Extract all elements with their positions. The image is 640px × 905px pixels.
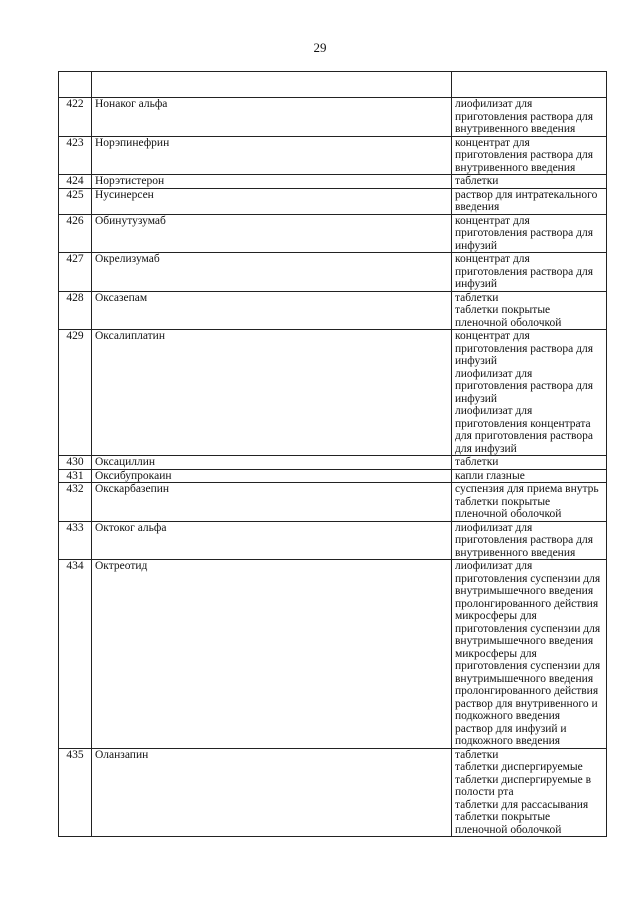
table-row — [59, 748, 607, 837]
dosage-forms — [452, 521, 607, 560]
row-number: 432 — [59, 483, 92, 522]
dosage-form-item: таблетки диспергируемые в полости рта — [455, 773, 592, 798]
table-row — [59, 136, 607, 175]
dosage-forms — [452, 98, 607, 137]
dosage-form-item: раствор для инфузий и подкожного введения — [455, 722, 567, 747]
drug-name: Октреотид — [92, 560, 452, 749]
dosage-form-item: концентрат для приготовления раствора для инфузий — [455, 330, 593, 367]
row-number: 427 — [59, 253, 92, 292]
row-number: 428 — [59, 291, 92, 330]
table-header-row — [59, 72, 607, 98]
dosage-form-item: таблетки — [455, 291, 499, 304]
drug-name: Оксибупрокаин — [92, 469, 452, 483]
drug-name: Норэпинефрин — [92, 136, 452, 175]
dosage-form-item: концентрат для приготовления раствора для инфузий — [455, 253, 593, 290]
drug-name: Оксациллин — [92, 456, 452, 470]
row-number: 423 — [59, 136, 92, 175]
dosage-form-item: таблетки — [455, 456, 499, 468]
header-name-cell — [92, 72, 452, 98]
drug-name: Окскарбазепин — [92, 483, 452, 522]
dosage-form-item: лиофилизат для приготовления раствора для инфузий — [455, 367, 593, 405]
drug-name: Нонаког альфа — [92, 98, 452, 137]
table-row — [59, 253, 607, 292]
table-row — [59, 456, 607, 470]
dosage-forms — [452, 560, 607, 749]
table-row — [59, 483, 607, 522]
table-row — [59, 188, 607, 214]
dosage-form-item: лиофилизат для приготовления раствора для внутривенного введения — [455, 521, 593, 559]
table-row — [59, 521, 607, 560]
row-number: 424 — [59, 175, 92, 189]
dosage-form-item: лиофилизат для приготовления концентрата для приготовления раствора для инфузий — [455, 405, 593, 455]
dosage-forms — [452, 483, 607, 522]
dosage-forms — [452, 748, 607, 837]
table-row — [59, 560, 607, 749]
drug-name: Оксазепам — [92, 291, 452, 330]
dosage-form-item: таблетки покрытые пленочной оболочкой — [455, 304, 562, 329]
drug-name: Окрелизумаб — [92, 253, 452, 292]
dosage-forms — [452, 175, 607, 189]
dosage-form-item: лиофилизат для приготовления суспензии для внутримышечного введения пролонгированного действия — [455, 560, 601, 610]
drug-name: Норэтистерон — [92, 175, 452, 189]
dosage-form-item: таблетки диспергируемые — [455, 761, 583, 773]
table-row — [59, 98, 607, 137]
dosage-form-item: концентрат для приготовления раствора для инфузий — [455, 214, 593, 252]
dosage-forms — [452, 330, 607, 456]
row-number: 422 — [59, 98, 92, 137]
table-row — [59, 469, 607, 483]
dosage-forms — [452, 214, 607, 253]
dosage-forms — [452, 291, 607, 330]
row-number: 429 — [59, 330, 92, 456]
row-number: 434 — [59, 560, 92, 749]
dosage-form-item: микросферы для приготовления суспензии для внутримышечного введения пролонгированного действия — [455, 647, 601, 697]
dosage-form-item: таблетки — [455, 175, 499, 187]
dosage-form-item: капли глазные — [455, 469, 525, 482]
drug-table — [58, 71, 607, 837]
dosage-form-item: суспензия для приема внутрь — [455, 483, 599, 495]
dosage-forms — [452, 188, 607, 214]
dosage-form-item: таблетки покрытые пленочной оболочкой — [455, 811, 562, 836]
table-row — [59, 175, 607, 189]
dosage-form-item: раствор для внутривенного и подкожного введения — [455, 697, 598, 722]
row-number: 426 — [59, 214, 92, 253]
page-number: 29 — [313, 40, 327, 55]
row-number: 425 — [59, 188, 92, 214]
row-number: 435 — [59, 748, 92, 837]
dosage-forms — [452, 253, 607, 292]
table-row — [59, 214, 607, 253]
row-number: 433 — [59, 521, 92, 560]
drug-name: Оксалиплатин — [92, 330, 452, 456]
dosage-forms — [452, 136, 607, 175]
table-row — [59, 291, 607, 330]
row-number: 431 — [59, 469, 92, 483]
dosage-form-item: таблетки для рассасывания — [455, 798, 589, 811]
dosage-form-item: концентрат для приготовления раствора для внутривенного введения — [455, 136, 593, 174]
dosage-form-item: таблетки — [455, 748, 499, 761]
dosage-form-item: микросферы для приготовления суспензии для внутримышечного введения — [455, 610, 601, 647]
drug-name: Обинутузумаб — [92, 214, 452, 253]
dosage-forms — [452, 469, 607, 483]
drug-name: Октоког альфа — [92, 521, 452, 560]
dosage-forms — [452, 456, 607, 470]
table-row — [59, 330, 607, 456]
header-forms-cell — [452, 72, 607, 98]
dosage-form-item: лиофилизат для приготовления раствора для внутривенного введения — [455, 98, 593, 135]
drug-name: Нусинерсен — [92, 188, 452, 214]
dosage-form-item: таблетки покрытые пленочной оболочкой — [455, 495, 562, 520]
row-number: 430 — [59, 456, 92, 470]
drug-name: Оланзапин — [92, 748, 452, 837]
dosage-form-item: раствор для интратекального введения — [455, 188, 598, 213]
header-num-cell — [59, 72, 92, 98]
